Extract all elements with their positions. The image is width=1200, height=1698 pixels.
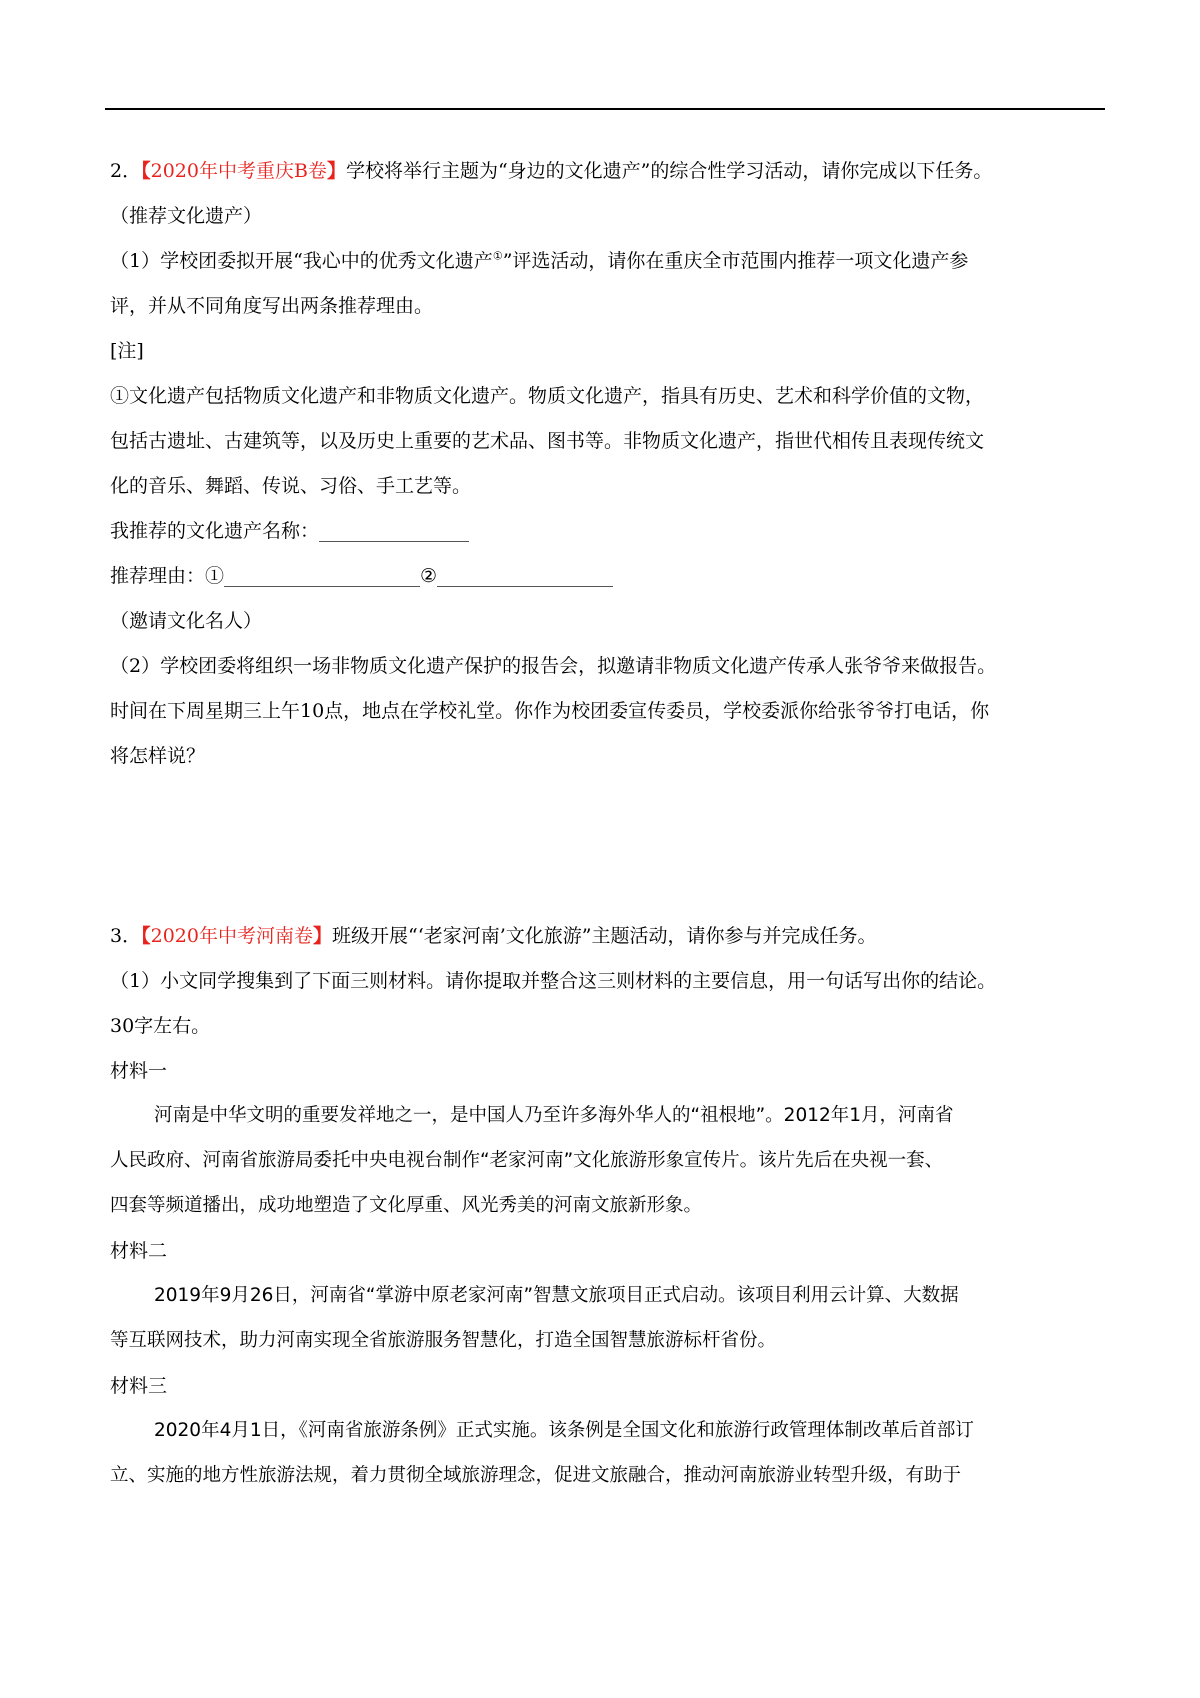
q2-sub2-line1: （2）学校团委将组织一场非物质文化遗产保护的报告会，拟邀请非物质文化遗产传承人张爷爷来做报告。 xyxy=(110,655,997,677)
material3-label: 材料三 xyxy=(110,1375,168,1397)
footnote-marker: ① xyxy=(492,249,503,263)
q2-number: 2． xyxy=(110,160,142,182)
material1-label: 材料一 xyxy=(110,1060,168,1082)
material1-line3: 四套等频道播出，成功地塑造了文化厚重、风光秀美的河南文旅新形象。 xyxy=(110,1195,703,1216)
q2-sub1-a: （1）学校团委拟开展“我心中的优秀文化遗产 xyxy=(110,250,493,272)
q2-bracket-close: 】 xyxy=(326,160,346,182)
material3-line2: 立、实施的地方性旅游法规，着力贯彻全域旅游理念，促进文旅融合，推动河南旅游业转型升级，有助于 xyxy=(110,1465,962,1486)
q2-sub1-line1 xyxy=(110,246,1100,276)
q2-sub2-line2: 时间在下周星期三上午10点，地点在学校礼堂。你作为校团委宣传委员，学校委派你给张爷爷打电话，你 xyxy=(110,700,990,722)
note-line1: ①文化遗产包括物质文化遗产和非物质文化遗产。物质文化遗产，指具有历史、艺术和科学价值的文物， xyxy=(110,385,985,407)
q2-section1: （推荐文化遗产） xyxy=(110,205,263,227)
material2-line2: 等互联网技术，助力河南实现全省旅游服务智慧化，打造全国智慧旅游标杆省份。 xyxy=(110,1330,777,1351)
material1-line1: 河南是中华文明的重要发祥地之一，是中国人乃至许多海外华人的“祖根地”。2012年1月，河南省 xyxy=(154,1105,954,1126)
fill-name-blank[interactable] xyxy=(319,519,469,542)
q3-bracket-open: 【 xyxy=(141,925,151,947)
q3-sub1-line1: （1）小文同学搜集到了下面三则材料。请你提取并整合这三则材料的主要信息，用一句话写出你的结论。 xyxy=(110,970,997,992)
header-rule xyxy=(105,108,1105,110)
q3-stem-text: 班级开展“‘老家河南’文化旅游”主题活动，请你参与并完成任务。 xyxy=(331,925,877,947)
q3-stem xyxy=(110,921,1100,951)
q2-sub1-b: ”评选活动，请你在重庆全市范围内推荐一项文化遗产参 xyxy=(502,250,969,272)
fill-reason2-label: ② xyxy=(420,565,438,587)
fill-name-row xyxy=(110,516,1100,546)
fill-reason1-blank[interactable] xyxy=(224,564,420,587)
q2-sub1-line2: 评，并从不同角度写出两条推荐理由。 xyxy=(110,295,434,317)
material3-line1: 2020年4月1日，《河南省旅游条例》正式实施。该条例是全国文化和旅游行政管理体制改革后首部订 xyxy=(154,1420,974,1441)
note-line3: 化的音乐、舞蹈、传说、习俗、手工艺等。 xyxy=(110,475,472,497)
q2-stem xyxy=(110,156,1100,186)
q2-source: 2020年中考重庆B卷 xyxy=(150,160,327,182)
note-label: [注] xyxy=(110,340,144,362)
fill-reason-label: 推荐理由：① xyxy=(110,565,225,587)
fill-reason-row xyxy=(110,561,1100,591)
material1-line2: 人民政府、河南省旅游局委托中央电视台制作“老家河南”文化旅游形象宣传片。该片先后在央视一套、 xyxy=(110,1150,944,1171)
q3-number: 3． xyxy=(110,925,142,947)
material2-line1: 2019年9月26日，河南省“掌游中原老家河南”智慧文旅项目正式启动。该项目利用云计算、大数据 xyxy=(154,1285,959,1306)
fill-reason2-blank[interactable] xyxy=(437,564,613,587)
q3-source: 2020年中考河南卷 xyxy=(150,925,313,947)
q2-bracket-open: 【 xyxy=(141,160,151,182)
fill-name-label: 我推荐的文化遗产名称： xyxy=(110,520,320,542)
q3-sub1-line2: 30字左右。 xyxy=(110,1015,211,1037)
q2-stem-text: 学校将举行主题为“身边的文化遗产”的综合性学习活动，请你完成以下任务。 xyxy=(345,160,993,182)
material2-label: 材料二 xyxy=(110,1240,168,1262)
q3-bracket-close: 】 xyxy=(312,925,332,947)
q2-sub2-line3: 将怎样说？ xyxy=(110,745,206,767)
q2-section2: （邀请文化名人） xyxy=(110,610,263,632)
note-line2: 包括古遗址、古建筑等，以及历史上重要的艺术品、图书等。非物质文化遗产，指世代相传且表现传统文 xyxy=(110,430,985,452)
